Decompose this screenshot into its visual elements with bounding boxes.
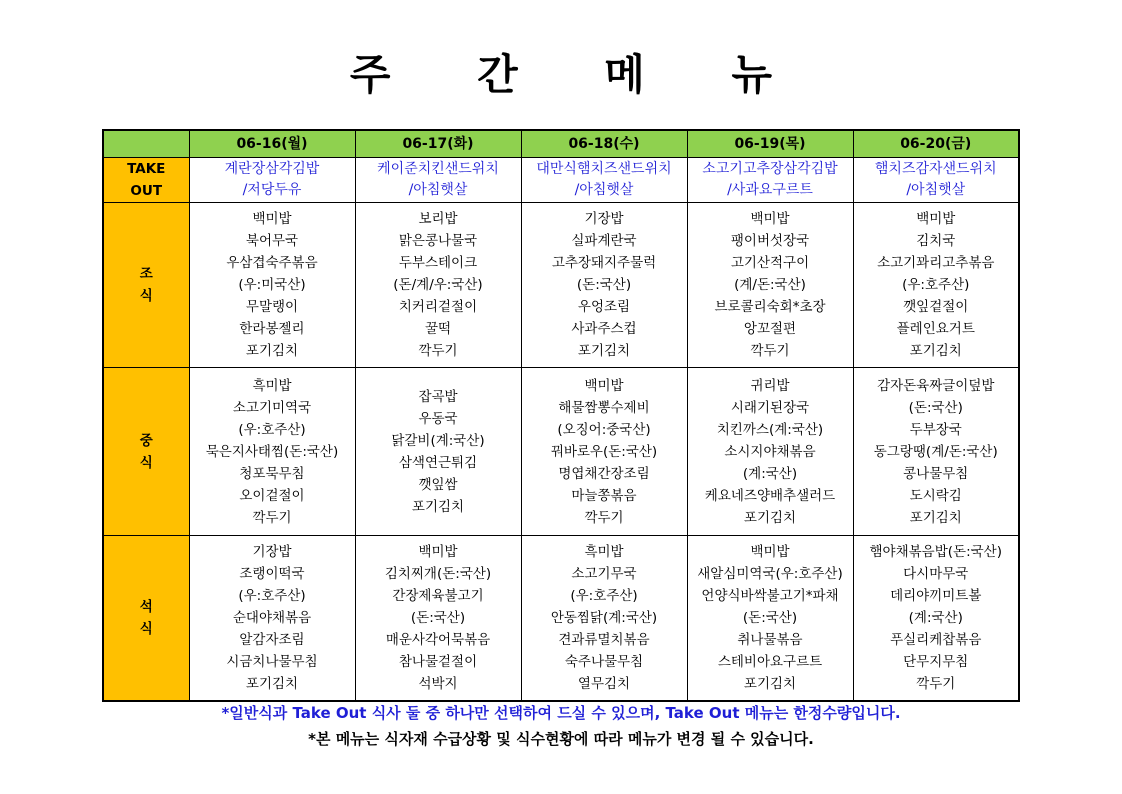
menu-item: 백미밥 [750, 543, 790, 560]
menu-item: 숙주나물무침 [564, 653, 644, 670]
dinner-cell-tue [355, 536, 521, 701]
menu-item: 우동국 [418, 410, 458, 427]
menu-item: 깍두기 [916, 675, 956, 692]
menu-item: 푸실리케찹볶음 [890, 631, 982, 648]
menu-change-notice: *본 메뉴는 식자재 수급상황 및 식수현황에 따라 메뉴가 변경 될 수 있습니다. [308, 730, 814, 748]
meal-label-char: 조 [139, 266, 153, 282]
takeout-label-line: OUT [130, 183, 163, 199]
menu-item: 한라봉젤리 [239, 321, 305, 337]
menu-item: 백미밥 [418, 543, 458, 560]
weekly-menu-table [102, 129, 1020, 702]
menu-item: 명엽채간장조림 [558, 465, 650, 482]
takeout-item: /아침햇살 [408, 182, 468, 198]
breakfast-label [103, 203, 189, 368]
menu-item: 포기김치 [909, 509, 962, 526]
menu-item: 꿔바로우(돈:국산) [550, 443, 658, 460]
menu-item: 기장밥 [584, 211, 624, 227]
menu-item: 묵은지사태찜(돈:국산) [205, 443, 339, 460]
menu-item: 언양식바싹불고기*파채 [701, 587, 839, 604]
menu-item: 깍두기 [584, 509, 624, 526]
menu-item: 치커리겉절이 [398, 299, 478, 315]
breakfast-cell-mon [189, 203, 355, 368]
menu-item: 치킨까스(계:국산) [716, 421, 824, 438]
day-header-wed: 06-18(수) [521, 130, 687, 158]
menu-item: (돈:국산) [742, 609, 798, 626]
menu-item: 북어무국 [245, 233, 299, 249]
menu-item: 청포묵무침 [239, 465, 305, 482]
breakfast-cell-tue [355, 203, 521, 368]
menu-item: 맑은콩나물국 [398, 233, 478, 249]
dinner-cell-thu [687, 536, 853, 701]
menu-item: 백미밥 [916, 211, 956, 227]
menu-item: 고기산적구이 [730, 255, 810, 271]
menu-item: 시금치나물무침 [226, 653, 318, 670]
menu-item: 백미밥 [750, 211, 790, 227]
menu-item: 실파계란국 [571, 233, 637, 249]
menu-item: 포기김치 [909, 343, 962, 359]
menu-item: 콩나물무침 [903, 465, 969, 482]
takeout-cell-fri [853, 158, 1019, 203]
menu-item: (우:미국산) [238, 277, 306, 293]
lunch-cell-fri [853, 368, 1019, 536]
menu-item: (우:호주산) [570, 587, 638, 604]
menu-item: 귀리밥 [750, 377, 790, 394]
breakfast-cell-wed [521, 203, 687, 368]
menu-item: (계:국산) [908, 609, 963, 626]
menu-item: 기장밥 [252, 543, 292, 560]
menu-item: (계/돈:국산) [734, 277, 806, 293]
menu-item: 석박지 [418, 675, 458, 692]
menu-item: 사과주스컵 [571, 321, 637, 337]
menu-item: 순대야채볶음 [232, 609, 312, 626]
menu-item: 매운사각어묵볶음 [385, 631, 491, 648]
takeout-item: 소고기고추장삼각김밥 [702, 161, 838, 177]
menu-item: 소고기무국 [571, 565, 637, 582]
menu-item: 포기김치 [743, 509, 797, 526]
menu-item: 간장제육불고기 [392, 587, 484, 604]
menu-item: 견과류멸치볶음 [558, 631, 650, 648]
menu-item: (돈:국산) [908, 399, 963, 416]
menu-item: 김치국 [916, 233, 956, 249]
menu-item: 깍두기 [252, 509, 292, 526]
takeout-row [103, 158, 1019, 203]
menu-item: 팽이버섯장국 [730, 233, 810, 249]
day-header-thu: 06-19(목) [687, 130, 853, 158]
dinner-cell-mon [189, 536, 355, 701]
menu-item: 새알심미역국(우:호주산) [697, 565, 843, 582]
lunch-cell-mon [189, 368, 355, 536]
menu-item: 참나물겉절이 [398, 653, 478, 670]
menu-item: 오이겉절이 [239, 487, 305, 504]
menu-item: 플레인요거트 [896, 321, 975, 337]
takeout-item: /저당두유 [242, 182, 302, 198]
takeout-item: 대만식햄치즈샌드위치 [536, 161, 672, 177]
meal-label-char: 식 [139, 288, 153, 304]
menu-item: 소고기미역국 [232, 399, 312, 416]
header-corner-cell [103, 130, 189, 158]
meal-label-char: 식 [139, 454, 153, 471]
takeout-item: /사과요구르트 [727, 182, 813, 198]
menu-item: 마늘쫑볶음 [571, 487, 637, 504]
menu-item: 포기김치 [743, 675, 797, 692]
takeout-cell-wed [521, 158, 687, 203]
menu-item: 취나물볶음 [737, 631, 803, 648]
dinner-row [103, 536, 1019, 701]
breakfast-row [103, 203, 1019, 368]
menu-item: 삼색연근튀김 [398, 454, 478, 471]
breakfast-cell-thu [687, 203, 853, 368]
meal-rows [103, 203, 1019, 701]
dinner-label [103, 536, 189, 701]
menu-item: 동그랑땡(계/돈:국산) [873, 443, 998, 460]
menu-item: (돈:국산) [410, 609, 466, 626]
menu-item: (계:국산) [742, 465, 798, 482]
menu-item: 깍두기 [418, 343, 458, 359]
menu-item: 조랭이떡국 [239, 565, 305, 582]
menu-item: 흑미밥 [584, 543, 624, 560]
takeout-cell-mon [189, 158, 355, 203]
takeout-item: 케이준치킨샌드위치 [377, 161, 499, 177]
meal-label-char: 식 [139, 620, 153, 637]
menu-item: 감자돈육짜글이덮밥 [877, 377, 995, 394]
meal-label-char: 중 [139, 432, 153, 449]
lunch-cell-thu [687, 368, 853, 536]
menu-item: 두부스테이크 [398, 255, 478, 271]
lunch-cell-wed [521, 368, 687, 536]
menu-item: 안동찜닭(계:국산) [550, 609, 658, 626]
takeout-label-line: TAKE [127, 161, 166, 177]
menu-item: 포기김치 [577, 343, 631, 359]
dinner-cell-fri [853, 536, 1019, 701]
takeout-cell-thu [687, 158, 853, 203]
menu-item: 스테비아요구르트 [717, 653, 823, 670]
menu-item: (돈/계/우:국산) [393, 277, 483, 293]
takeout-item: 계란장삼각김밥 [224, 161, 320, 177]
menu-item: 우엉조림 [577, 299, 631, 315]
menu-item: (오징어:중국산) [557, 421, 651, 438]
takeout-label [103, 158, 189, 203]
menu-item: 포기김치 [245, 343, 299, 359]
menu-item: 포기김치 [411, 498, 465, 515]
menu-item: 열무김치 [577, 675, 631, 692]
menu-item: 우삼겹숙주볶음 [226, 255, 318, 271]
menu-item: 데리야끼미트볼 [890, 587, 982, 604]
menu-item: 고추장돼지주물럭 [551, 255, 657, 271]
breakfast-cell-fri [853, 203, 1019, 368]
menu-item: 앙꼬절편 [743, 321, 797, 337]
menu-item: 백미밥 [252, 211, 292, 227]
menu-item: 시래기된장국 [730, 399, 810, 416]
menu-item: 포기김치 [245, 675, 299, 692]
menu-item: 다시마무국 [903, 565, 969, 582]
takeout-item: 햄치즈감자샌드위치 [874, 161, 997, 177]
menu-item: 케요네즈양배추샐러드 [704, 487, 836, 504]
menu-item: 단무지무침 [903, 653, 969, 670]
menu-item: 햄야채볶음밥(돈:국산) [869, 543, 1002, 560]
lunch-label [103, 368, 189, 536]
dinner-cell-wed [521, 536, 687, 701]
day-header-mon: 06-16(월) [189, 130, 355, 158]
menu-item: 꿀떡 [424, 321, 452, 337]
menu-item: 백미밥 [584, 377, 624, 394]
menu-item: 깻잎쌈 [418, 476, 458, 493]
menu-item: (우:호주산) [902, 277, 970, 293]
page-title: 주 간 메 뉴 [349, 50, 809, 99]
menu-item: 무말랭이 [245, 299, 299, 315]
menu-item: 도시락김 [909, 487, 962, 504]
menu-item: (우:호주산) [238, 587, 306, 604]
menu-item: 깻잎겉절이 [903, 299, 969, 315]
menu-item: (우:호주산) [238, 421, 306, 438]
takeout-item: /아침햇살 [906, 182, 966, 198]
menu-item: 보리밥 [418, 211, 458, 227]
menu-item: 해물짬뽕수제비 [558, 399, 650, 416]
menu-item: 깍두기 [750, 343, 790, 359]
day-header-tue: 06-17(화) [355, 130, 521, 158]
lunch-row [103, 368, 1019, 536]
lunch-cell-tue [355, 368, 521, 536]
menu-item: 알감자조림 [239, 631, 305, 648]
menu-item: 소시지야채볶음 [724, 443, 816, 460]
takeout-item: /아침햇살 [574, 182, 634, 198]
menu-item: 닭갈비(계:국산) [391, 432, 485, 449]
menu-item: 흑미밥 [252, 377, 292, 394]
meal-label-char: 석 [139, 598, 153, 615]
menu-item: 소고기꽈리고추볶음 [877, 255, 995, 271]
takeout-notice: *일반식과 Take Out 식사 둘 중 하나만 선택하여 드실 수 있으며, Take Out 메뉴는 한정수량입니다. [221, 704, 901, 722]
menu-item: (돈:국산) [576, 277, 632, 293]
day-header-fri: 06-20(금) [853, 130, 1019, 158]
day-header-row [103, 130, 1019, 158]
menu-item: 브로콜리숙회*초장 [714, 299, 826, 315]
takeout-cell-tue [355, 158, 521, 203]
menu-item: 잡곡밥 [418, 388, 458, 405]
menu-item: 김치찌개(돈:국산) [384, 565, 492, 582]
menu-item: 두부장국 [909, 421, 962, 438]
